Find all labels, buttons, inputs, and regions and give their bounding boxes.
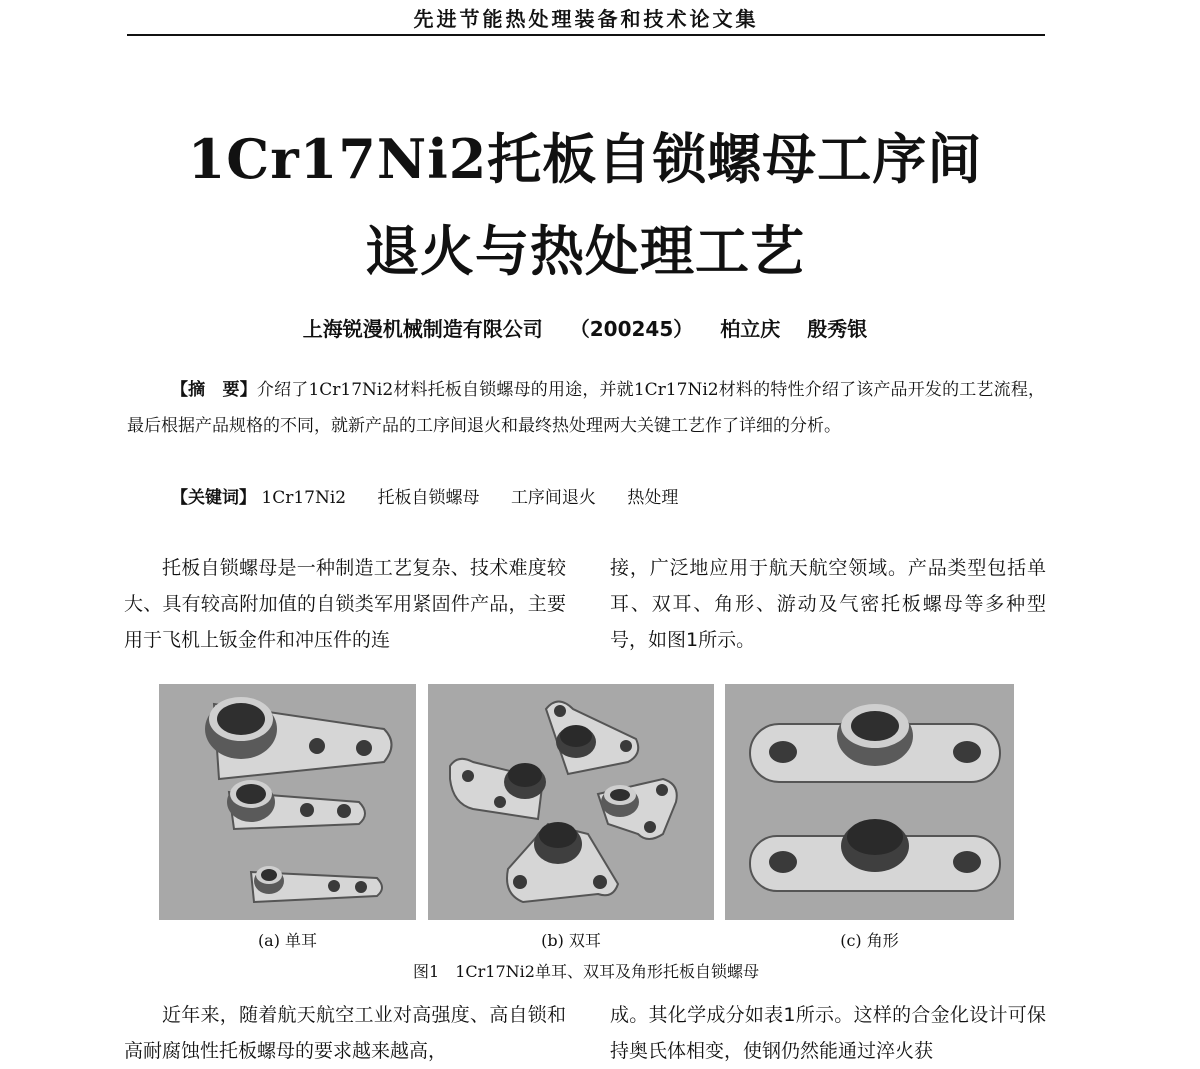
affiliation: 上海锐漫机械制造有限公司: [302, 317, 543, 341]
figure-photo-double-ear: [428, 684, 714, 920]
abstract-text: 介绍了1Cr17Ni2材料托板自锁螺母的用途，并就1Cr17Ni2材料的特性介绍了该产品开发的工艺流程，最后根据产品规格的不同，就新产品的工序间退火和最终热处理两大关键工艺作了详细的分析。: [127, 380, 1045, 436]
body-paragraph-2-right: 成。其化学成分如表1所示。这样的合金化设计可保持奥氏体相变，使钢仍然能通过淬火获: [610, 1004, 1046, 1062]
body-paragraph-1-left: 托板自锁螺母是一种制造工艺复杂、技术难度较大、具有较高附加值的自锁类军用紧固件产品，主要用于飞机上钣金件和冲压件的连: [124, 557, 566, 651]
author-2: 殷秀银: [807, 317, 868, 341]
keywords: [171, 482, 1045, 514]
figure-subcaption-a: (a) 单耳: [257, 931, 318, 950]
figure-photo-single-ear: [159, 684, 416, 920]
body-paragraph-1-right: 接，广泛地应用于航天航空领域。产品类型包括单耳、双耳、角形、游动及气密托板螺母等多种型号，如图1所示。: [610, 557, 1046, 651]
figure-photo-angle: [725, 684, 1014, 920]
header-rule: [127, 34, 1045, 36]
author-line: [100, 314, 1070, 344]
figure-caption: 图1 1Cr17Ni2单耳、双耳及角形托板自锁螺母: [413, 962, 759, 981]
keyword: 1Cr17Ni2: [261, 488, 347, 508]
figure-subcaption-c: (c) 角形: [840, 931, 899, 950]
figure-subcaption-b: (b) 双耳: [541, 931, 601, 950]
keyword: 热处理: [627, 488, 679, 508]
keywords-label: 【关键词】: [171, 488, 256, 508]
keyword: 托板自锁螺母: [377, 488, 480, 508]
abstract: [127, 372, 1045, 444]
abstract-label: 【摘 要】: [171, 380, 257, 400]
body-paragraph-2-left: 近年来，随着航天航空工业对高强度、高自锁和高耐腐蚀性托板螺母的要求越来越高，: [124, 1004, 566, 1062]
author-1: 柏立庆: [720, 317, 781, 341]
keyword: 工序间退火: [510, 488, 596, 508]
article-title-line-2: 退火与热处理工艺: [365, 219, 805, 283]
postcode: （200245）: [569, 317, 694, 341]
running-header: 先进节能热处理装备和技术论文集: [413, 7, 759, 31]
article-title-line-1: 1Cr17Ni2托板自锁螺母工序间: [187, 127, 983, 191]
